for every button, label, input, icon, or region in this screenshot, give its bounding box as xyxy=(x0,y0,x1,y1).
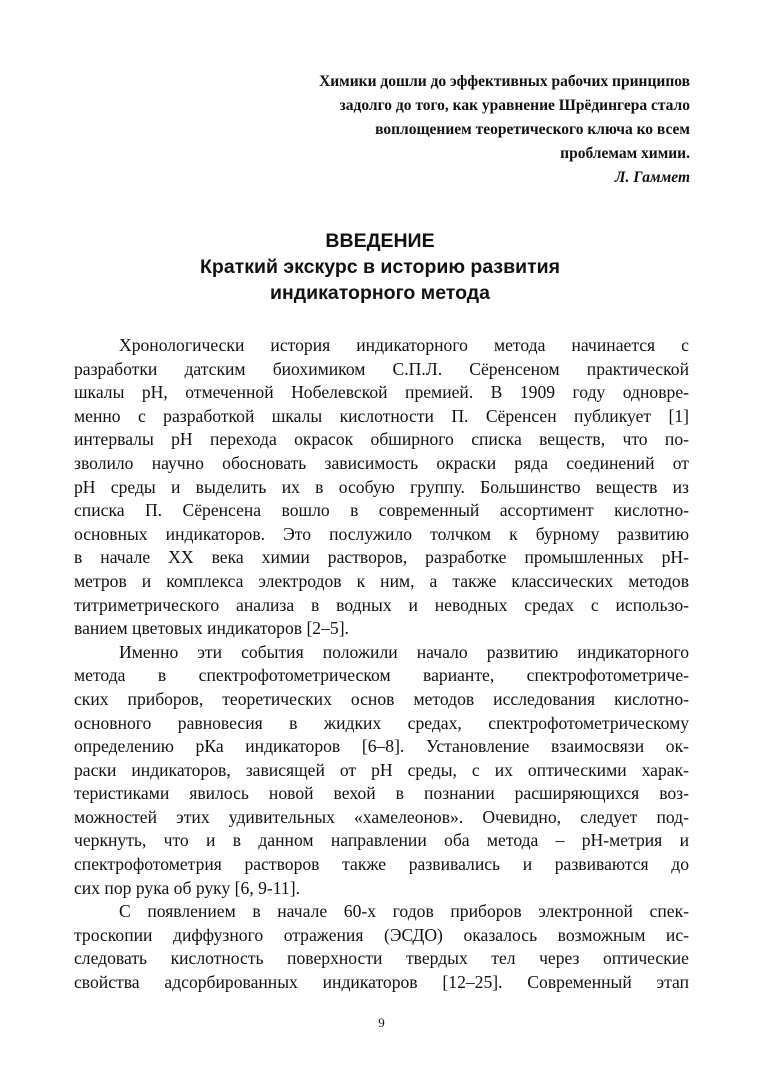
body-line: ских приборов, теоретических основ методов исследования кислотно- xyxy=(74,688,689,709)
body-line: Именно эти события положили начало развитию индикаторного xyxy=(119,641,689,662)
body-line: в начале XX века химии растворов, разработке промышленных рН- xyxy=(74,547,689,568)
body-line: С появлением в начале 60-х годов приборов электронной спек- xyxy=(119,901,689,922)
epigraph-line: проблемам химии. xyxy=(560,145,690,162)
heading-subtitle-line: индикаторного метода xyxy=(270,282,490,304)
body-line: менно с разработкой шкалы кислотности П. Сёренсен публикует [1] xyxy=(74,405,689,426)
body-line: разработки датским биохимиком С.П.Л. Сёренсеном практической xyxy=(74,358,689,379)
body-line: основного равновесия в жидких средах, спектрофотометрическому xyxy=(74,712,689,733)
body-line: метров и комплекса электродов к ним, а также классических методов xyxy=(74,570,689,591)
body-line: черкнуть, что и в данном направлении оба метода – рН-метрия и xyxy=(74,830,689,851)
body-line: шкалы рН, отмеченной Нобелевской премией. В 1909 году одновре- xyxy=(74,382,689,403)
body-line: троскопии диффузного отражения (ЭСДО) оказалось возможным ис- xyxy=(74,924,689,945)
body-line: рН среды и выделить их в особую группу. Большинство веществ из xyxy=(74,476,689,497)
epigraph-line: воплощением теоретического ключа ко всем xyxy=(375,121,690,138)
body-line: основных индикаторов. Это послужило толчком к бурному развитию xyxy=(74,523,689,544)
epigraph xyxy=(200,70,690,190)
body-line: теристиками явилось новой вехой в познании расширяющихся воз- xyxy=(74,783,689,804)
body-line: титриметрического анализа в водных и неводных средах с использо- xyxy=(74,594,689,615)
body-line: раски индикаторов, зависящей от рН среды, с их оптическими харак- xyxy=(74,759,689,780)
page-number: 9 xyxy=(378,1015,385,1030)
body-line: ванием цветовых индикаторов [2–5]. xyxy=(74,618,349,639)
epigraph-author: Л. Гаммет xyxy=(614,169,690,186)
heading-subtitle-line: Краткий экскурс в историю развития xyxy=(200,256,560,278)
body-line: списка П. Сёренсена вошло в современный ассортимент кислотно- xyxy=(74,500,689,521)
body-text xyxy=(74,334,689,995)
body-line: метода в спектрофотометрическом варианте, спектрофотометриче- xyxy=(74,665,689,686)
section-heading xyxy=(60,228,700,306)
heading-title: ВВЕДЕНИЕ xyxy=(325,230,435,252)
body-line: можностей этих удивительных «хамелеонов». Очевидно, следует под- xyxy=(74,806,689,827)
body-line: интервалы рН перехода окрасок обширного списка веществ, что по- xyxy=(74,429,689,450)
body-line: следовать кислотность поверхности твердых тел через оптические xyxy=(74,948,689,969)
body-line: определению рКа индикаторов [6–8]. Установление взаимосвязи ок- xyxy=(74,736,689,757)
body-line: спектрофотометрия растворов также развивались и развиваются до xyxy=(74,854,689,875)
body-line: Хронологически история индикаторного метода начинается с xyxy=(119,335,689,355)
body-line: зволило научно обосновать зависимость окраски ряда соединений от xyxy=(74,452,689,473)
body-line: свойства адсорбированных индикаторов [12–25]. Современный этап xyxy=(74,972,689,993)
epigraph-line: Химики дошли до эффективных рабочих принципов xyxy=(319,73,690,90)
body-line: сих пор рука об руку [6, 9-11]. xyxy=(74,877,300,898)
epigraph-line: задолго до того, как уравнение Шрёдингера стало xyxy=(339,97,690,114)
